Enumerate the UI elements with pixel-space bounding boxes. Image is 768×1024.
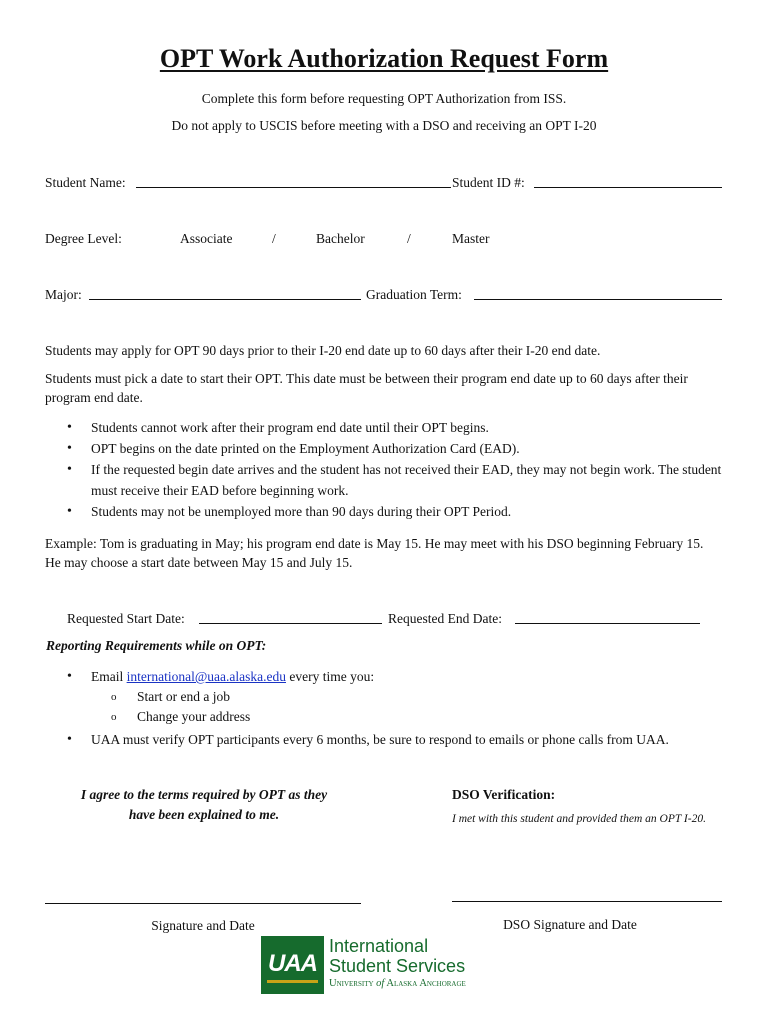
degree-separator: /	[272, 231, 276, 246]
example-text: Example: Tom is graduating in May; his program end date is May 15. He may meet with his DSO beginning February 15. He may choose a start date between May 15 and July 15.	[45, 536, 704, 570]
requested-end-field[interactable]	[515, 623, 700, 624]
requested-end-label: Requested End Date:	[388, 611, 502, 626]
apply-window-text: Students may apply for OPT 90 days prior to their I-20 end date up to 60 days after their I-20 end date.	[45, 343, 601, 358]
dso-signature-line[interactable]	[452, 901, 722, 902]
degree-option-bachelor[interactable]: Bachelor	[316, 231, 365, 246]
degree-option-master[interactable]: Master	[452, 231, 490, 246]
email-link[interactable]: international@uaa.alaska.edu	[126, 669, 286, 684]
degree-level-label: Degree Level:	[45, 231, 122, 246]
subtitle-instructions: Complete this form before requesting OPT Authorization from ISS.	[201, 91, 567, 106]
dso-verification-heading: DSO Verification:	[452, 787, 556, 802]
list-item: • If the requested begin date arrives and the student has not received their EAD, they may not begin work. The student must receive their EAD before beginning work.	[91, 459, 725, 501]
list-item: o Change your address	[111, 707, 735, 727]
dso-verification-text: I met with this student and provided them an OPT I-20.	[452, 813, 706, 825]
page-title: OPT Work Authorization Request Form	[159, 44, 609, 73]
degree-option-associate[interactable]: Associate	[180, 231, 233, 246]
student-id-label: Student ID #:	[452, 175, 525, 190]
student-id-field[interactable]	[534, 187, 722, 188]
logo-line-1: International	[329, 936, 429, 956]
list-item: • Students may not be unemployed more than 90 days during their OPT Period.	[91, 501, 725, 522]
email-suffix: every time you:	[289, 669, 375, 684]
logo-line-3: University of Alaska Anchorage	[329, 978, 466, 989]
logo-line-2: Student Services	[329, 956, 466, 976]
graduation-term-field[interactable]	[474, 299, 722, 300]
subtitle-warning: Do not apply to USCIS before meeting with a DSO and receiving an OPT I-20	[171, 118, 597, 133]
requested-start-label: Requested Start Date:	[67, 611, 185, 626]
uaa-iss-logo	[261, 936, 511, 994]
rules-list	[45, 417, 725, 522]
graduation-term-label: Graduation Term:	[366, 287, 462, 302]
major-field[interactable]	[89, 299, 361, 300]
agreement-line-2: have been explained to me.	[128, 807, 280, 822]
email-prefix: Email	[91, 669, 124, 684]
uaa-logo-mark: UAA	[261, 936, 324, 994]
start-date-text: Students must pick a date to start their OPT. This date must be between their program end date up to 60 days after their program end date.	[45, 371, 688, 405]
signature-line[interactable]	[45, 903, 361, 904]
student-name-label: Student Name:	[45, 175, 126, 190]
degree-separator: /	[407, 231, 411, 246]
agreement-line-1: I agree to the terms required by OPT as they	[80, 787, 328, 802]
list-item	[91, 666, 735, 727]
list-item: o Start or end a job	[111, 687, 735, 707]
logo-gold-stripe	[267, 980, 318, 983]
requested-start-field[interactable]	[199, 623, 382, 624]
list-item: • OPT begins on the date printed on the Employment Authorization Card (EAD).	[91, 438, 725, 459]
list-item: • Students cannot work after their program end date until their OPT begins.	[91, 417, 725, 438]
reporting-heading: Reporting Requirements while on OPT:	[46, 638, 267, 653]
signature-label: Signature and Date	[151, 918, 255, 933]
student-name-field[interactable]	[136, 187, 451, 188]
reporting-list	[45, 666, 735, 750]
major-label: Major:	[45, 287, 82, 302]
dso-signature-label: DSO Signature and Date	[503, 917, 637, 932]
list-item: • UAA must verify OPT participants every 6 months, be sure to respond to emails or phone calls from UAA.	[91, 729, 735, 750]
